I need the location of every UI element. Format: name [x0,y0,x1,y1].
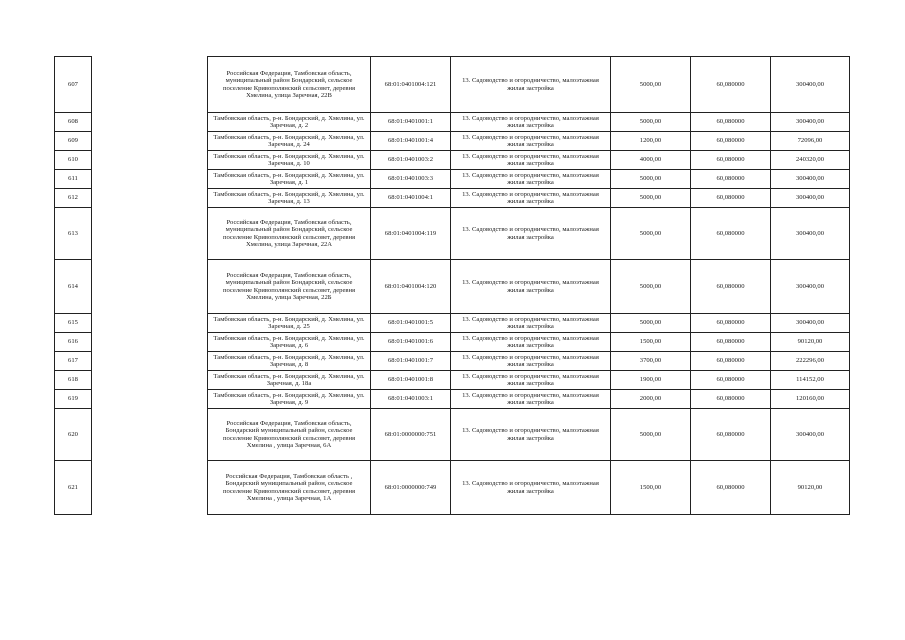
value-cell: 90120,00 [771,461,850,515]
row-number: 607 [55,57,92,113]
land-use-cell: 13. Садоводство и огородничество, малоэтажная жилая застройка [451,57,611,113]
number-row [55,132,92,151]
value-cell: 300400,00 [771,409,850,461]
cadastral-number-cell: 68:01:0401001:7 [371,352,451,371]
value-cell: 120160,00 [771,390,850,409]
rate-cell: 60,080000 [691,260,771,314]
value-cell: 114152,00 [771,371,850,390]
rate-cell: 60,080000 [691,333,771,352]
row-number: 611 [55,170,92,189]
cadastral-number-cell: 68:01:0401004:120 [371,260,451,314]
row-number-column [54,56,92,515]
land-use-cell: 13. Садоводство и огородничество, малоэтажная жилая застройка [451,132,611,151]
number-row [55,409,92,461]
area-cell: 5000,00 [611,57,691,113]
table-row [208,170,850,189]
land-use-cell: 13. Садоводство и огородничество, малоэтажная жилая застройка [451,314,611,333]
cadastral-number-cell: 68:01:0401001:8 [371,371,451,390]
number-row [55,260,92,314]
table-row [208,390,850,409]
row-number: 617 [55,352,92,371]
address-cell: Тамбовская область, р-н. Бондарский, д. Хмелина, ул. Заречная, д. 18а [208,371,371,390]
number-row [55,151,92,170]
cadastral-number-cell: 68:01:0000000:751 [371,409,451,461]
rate-cell: 60,080000 [691,461,771,515]
table-row [208,208,850,260]
cadastral-number-cell: 68:01:0401003:1 [371,390,451,409]
table-row [208,151,850,170]
number-row [55,333,92,352]
cadastral-number-cell: 68:01:0401003:2 [371,151,451,170]
land-use-cell: 13. Садоводство и огородничество, малоэтажная жилая застройка [451,371,611,390]
address-cell: Тамбовская область, р-н. Бондарский, д. Хмелина, ул. Заречная, д. 1 [208,170,371,189]
table-row [208,371,850,390]
land-use-cell: 13. Садоводство и огородничество, малоэтажная жилая застройка [451,170,611,189]
cadastral-number-cell: 68:01:0401004:1 [371,189,451,208]
address-cell: Российская Федерация, Тамбовская область, Бондарский муниципальный район, сельское поселение Кривополянский сельсовет, деревня Хмелина , улица Заречная, 6А [208,409,371,461]
value-cell: 300400,00 [771,170,850,189]
land-use-cell: 13. Садоводство и огородничество, малоэтажная жилая застройка [451,461,611,515]
area-cell: 5000,00 [611,113,691,132]
rate-cell: 60,080000 [691,132,771,151]
cadastral-number-cell: 68:01:0401003:3 [371,170,451,189]
row-number: 609 [55,132,92,151]
cadastral-number-cell: 68:01:0000000:749 [371,461,451,515]
rate-cell: 60,080000 [691,189,771,208]
number-row [55,371,92,390]
cadastral-number-cell: 68:01:0401001:4 [371,132,451,151]
rate-cell: 60,080000 [691,170,771,189]
value-cell: 240320,00 [771,151,850,170]
row-number: 612 [55,189,92,208]
rate-cell: 60,080000 [691,352,771,371]
table-row [208,409,850,461]
cadastral-number-cell: 68:01:0401004:119 [371,208,451,260]
rate-cell: 60,080000 [691,314,771,333]
address-cell: Российская Федерация, Тамбовская область, муниципальный район Бондарский, сельское поселение Кривополянский сельсовет, деревня Хмелина, улица Заречная, 22В [208,57,371,113]
value-cell: 72096,00 [771,132,850,151]
rate-cell: 60,080000 [691,208,771,260]
row-number: 618 [55,371,92,390]
row-number: 614 [55,260,92,314]
land-use-cell: 13. Садоводство и огородничество, малоэтажная жилая застройка [451,390,611,409]
number-row [55,352,92,371]
cadastral-number-cell: 68:01:0401004:121 [371,57,451,113]
address-cell: Тамбовская область, р-н. Бондарский, д. Хмелина, ул. Заречная, д. 6 [208,333,371,352]
cadastral-number-cell: 68:01:0401001:6 [371,333,451,352]
value-cell: 300400,00 [771,113,850,132]
row-number: 616 [55,333,92,352]
cadastral-number-cell: 68:01:0401001:5 [371,314,451,333]
land-use-cell: 13. Садоводство и огородничество, малоэтажная жилая застройка [451,409,611,461]
area-cell: 5000,00 [611,260,691,314]
table-row [208,260,850,314]
land-use-cell: 13. Садоводство и огородничество, малоэтажная жилая застройка [451,151,611,170]
address-cell: Тамбовская область, р-н. Бондарский, д. Хмелина, ул. Заречная, д. 2 [208,113,371,132]
area-cell: 5000,00 [611,170,691,189]
area-cell: 5000,00 [611,189,691,208]
rate-cell: 60,080000 [691,57,771,113]
land-use-cell: 13. Садоводство и огородничество, малоэтажная жилая застройка [451,189,611,208]
value-cell: 300400,00 [771,314,850,333]
area-cell: 5000,00 [611,314,691,333]
number-row [55,314,92,333]
row-number: 615 [55,314,92,333]
row-number: 621 [55,461,92,515]
address-cell: Тамбовская область, р-н. Бондарский, д. Хмелина, ул. Заречная, д. 10 [208,151,371,170]
table-row [208,113,850,132]
rate-cell: 60,080000 [691,113,771,132]
number-row [55,170,92,189]
address-cell: Российская Федерация, Тамбовская область , Бондарский муниципальный район, сельское поселение Кривополянский сельсовет, деревня Хмелина , улица Заречная, 1А [208,461,371,515]
land-use-cell: 13. Садоводство и огородничество, малоэтажная жилая застройка [451,352,611,371]
land-use-cell: 13. Садоводство и огородничество, малоэтажная жилая застройка [451,208,611,260]
address-cell: Тамбовская область, р-н. Бондарский, д. Хмелина, ул. Заречная, д. 24 [208,132,371,151]
value-cell: 300400,00 [771,57,850,113]
table-row [208,352,850,371]
value-cell: 90120,00 [771,333,850,352]
table-row [208,57,850,113]
value-cell: 300400,00 [771,189,850,208]
number-row [55,461,92,515]
address-cell: Тамбовская область, р-н. Бондарский, д. Хмелина, ул. Заречная, д. 25 [208,314,371,333]
number-row [55,113,92,132]
value-cell: 300400,00 [771,208,850,260]
address-cell: Тамбовская область, р-н. Бондарский, д. Хмелина, ул. Заречная, д. 13 [208,189,371,208]
address-cell: Российская Федерация, Тамбовская область, муниципальный район Бондарский, сельское поселение Кривополянский сельсовет, деревня Хмелина, улица Заречная, 22Б [208,260,371,314]
number-row [55,189,92,208]
row-number: 608 [55,113,92,132]
area-cell: 1200,00 [611,132,691,151]
address-cell: Российская Федерация, Тамбовская область, муниципальный район Бондарский, сельское поселение Кривополянский сельсовет, деревня Хмелина, улица Заречная, 22А [208,208,371,260]
table-row [208,314,850,333]
land-use-cell: 13. Садоводство и огородничество, малоэтажная жилая застройка [451,260,611,314]
address-cell: Тамбовская область, р-н. Бондарский, д. Хмелина, ул. Заречная, д. 9 [208,390,371,409]
table-row [208,461,850,515]
table-row [208,189,850,208]
table-row [208,333,850,352]
area-cell: 5000,00 [611,409,691,461]
area-cell: 1500,00 [611,333,691,352]
land-use-cell: 13. Садоводство и огородничество, малоэтажная жилая застройка [451,333,611,352]
number-row [55,208,92,260]
area-cell: 1900,00 [611,371,691,390]
area-cell: 1500,00 [611,461,691,515]
rate-cell: 60,080000 [691,371,771,390]
area-cell: 5000,00 [611,208,691,260]
area-cell: 2000,00 [611,390,691,409]
land-plots-table [207,56,850,515]
value-cell: 300400,00 [771,260,850,314]
address-cell: Тамбовская область, р-н. Бондарский, д. Хмелина, ул. Заречная, д. 8 [208,352,371,371]
row-number: 619 [55,390,92,409]
rate-cell: 60,080000 [691,409,771,461]
row-number: 620 [55,409,92,461]
row-number: 613 [55,208,92,260]
number-row [55,57,92,113]
rate-cell: 60,080000 [691,151,771,170]
rate-cell: 60,080000 [691,390,771,409]
land-use-cell: 13. Садоводство и огородничество, малоэтажная жилая застройка [451,113,611,132]
table-row [208,132,850,151]
area-cell: 4000,00 [611,151,691,170]
area-cell: 3700,00 [611,352,691,371]
row-number: 610 [55,151,92,170]
value-cell: 222296,00 [771,352,850,371]
number-row [55,390,92,409]
cadastral-number-cell: 68:01:0401001:1 [371,113,451,132]
